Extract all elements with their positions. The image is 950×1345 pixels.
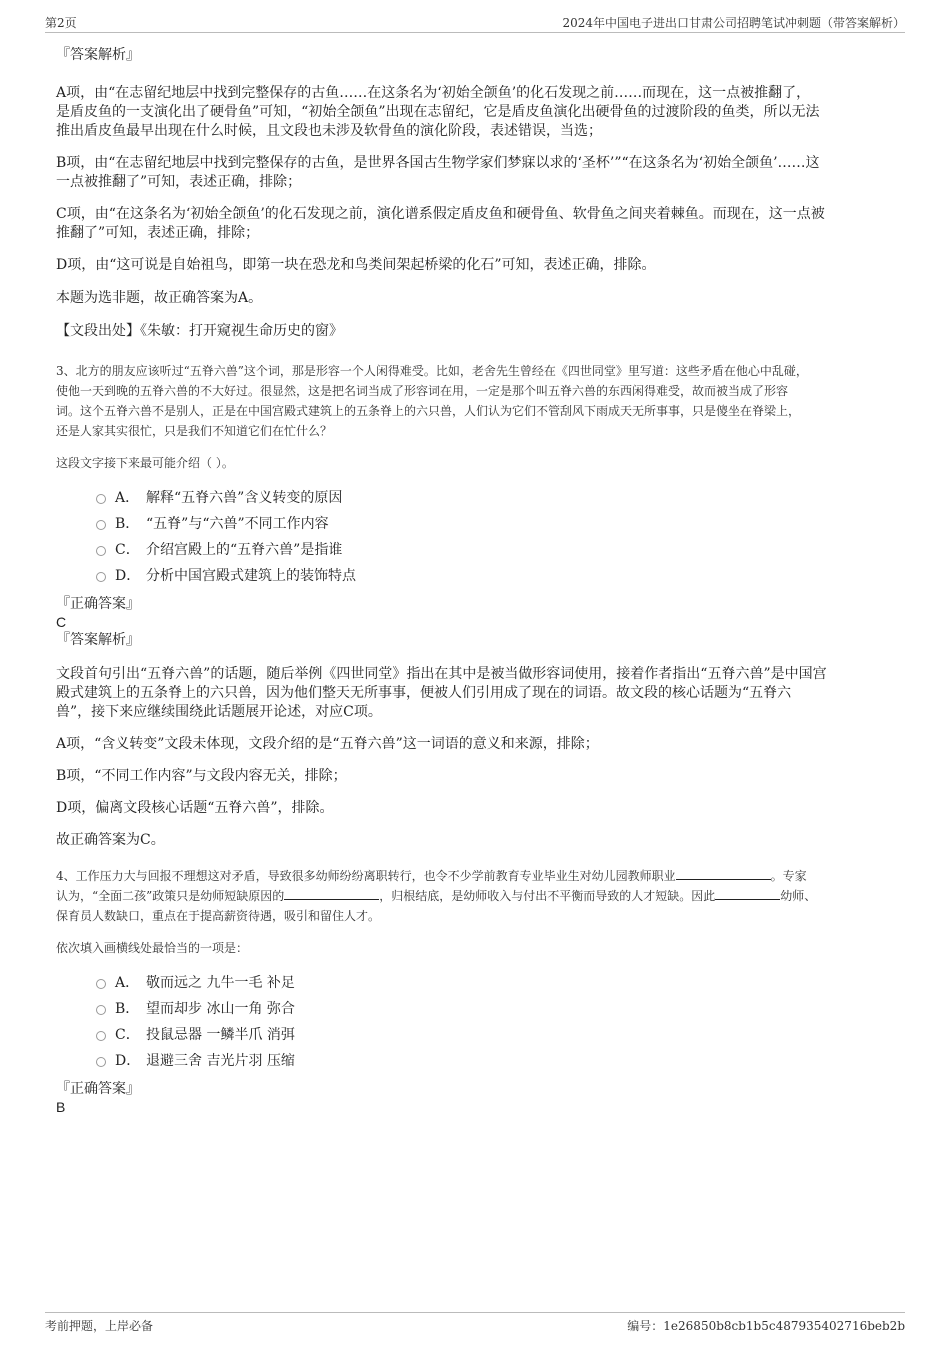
q3-analysis-b: B项，“不同工作内容”与文段内容无关，排除； — [56, 768, 347, 784]
q4-options — [96, 970, 906, 1074]
option-letter: C． — [115, 542, 140, 558]
q4-correct-answer: B — [56, 1099, 66, 1115]
q4-stem-text: 4、工作压力大与回报不理想这对矛盾，导致很多幼师纷纷离职转行，也令不少学前教育专业毕业生对幼儿园教师职业 — [56, 869, 676, 883]
radio-icon[interactable] — [96, 979, 106, 989]
q2-analysis-a-line: A项，由“在志留纪地层中找到完整保存的古鱼……在这条名为‘初始全颌鱼’的化石发现之前……而现在，这一点被推翻了， — [56, 85, 811, 101]
option-letter: A． — [115, 975, 140, 991]
fill-blank — [284, 887, 379, 900]
q3-question: 这段文字接下来最可能介绍（ ）。 — [56, 456, 234, 470]
q2-analysis-c-line: 推翻了”可知，表述正确，排除； — [56, 225, 260, 241]
q4-stem-line — [56, 886, 906, 906]
q3-options — [96, 485, 906, 589]
q4-option-b[interactable] — [96, 996, 906, 1022]
q2-analysis-label: 『答案解析』 — [56, 47, 140, 63]
radio-icon[interactable] — [96, 1005, 106, 1015]
page-footer — [45, 1312, 905, 1334]
q3-analysis-a: A项，“含义转变”文段未体现，文段介绍的是“五脊六兽”这一词语的意义和来源，排除； — [56, 736, 599, 752]
q2-analysis-a — [56, 84, 906, 141]
document-id: 编号：1e26850b8cb1b5c487935402716beb2b — [627, 1319, 905, 1333]
option-letter: B． — [115, 1001, 140, 1017]
q4-option-d[interactable] — [96, 1048, 906, 1074]
q3-option-d[interactable] — [96, 563, 906, 589]
q4-option-a[interactable] — [96, 970, 906, 996]
q3-stem-line: 使他一天到晚的五脊六兽的不大好过。很显然，这是把名词当成了形容词在用，一定是那个叫五脊六兽的东西闲得难受，故而被当成了形容 — [56, 384, 789, 398]
q3-option-b[interactable] — [96, 511, 906, 537]
page-header — [45, 14, 905, 33]
q4-question: 依次填入画横线处最恰当的一项是： — [56, 941, 249, 955]
fill-blank — [676, 867, 771, 880]
option-text: 分析中国宫殿式建筑上的装饰特点 — [146, 568, 356, 584]
q3-correct-answer: C — [56, 614, 67, 630]
q2-source: 【文段出处】《朱敏：打开窥视生命历史的窗》 — [56, 323, 343, 339]
option-text: 解释“五脊六兽”含义转变的原因 — [146, 490, 343, 506]
q4-stem-text: ，归根结底，是幼师收入与付出不平衡而导致的人才短缺。因此 — [379, 889, 716, 903]
q3-analysis — [56, 665, 906, 722]
q2-analysis-a-line: 推出盾皮鱼最早出现在什么时候，且文段也未涉及软骨鱼的演化阶段，表述错误，当选； — [56, 123, 602, 139]
option-text: 望而却步 冰山一角 弥合 — [146, 1001, 295, 1017]
radio-icon[interactable] — [96, 520, 106, 530]
option-text: 介绍宫殿上的“五脊六兽”是指谁 — [146, 542, 343, 558]
q4-stem-line: 保育员人数缺口，重点在于提高薪资待遇，吸引和留住人才。 — [56, 909, 381, 923]
q3-analysis-line: 文段首句引出“五脊六兽”的话题，随后举例《四世同堂》指出在其中是被当做形容词使用，接着作者指出“五脊六兽”是中国宫 — [56, 666, 827, 682]
q3-stem-line: 还是人家其实很忙，只是我们不知道它们在忙什么？ — [56, 424, 333, 438]
page-number: 第2页 — [45, 16, 77, 30]
q2-analysis-c-line: C项，由“在这条名为‘初始全颌鱼’的化石发现之前，演化谱系假定盾皮鱼和硬骨鱼、软骨鱼之间夹着棘鱼。而现在，这一点被 — [56, 206, 825, 222]
q3-analysis-d: D项，偏离文段核心话题“五脊六兽”，排除。 — [56, 800, 334, 816]
q4-option-c[interactable] — [96, 1022, 906, 1048]
q4-stem-text: 幼师、 — [780, 889, 817, 903]
q4-correct-label: 『正确答案』 — [56, 1081, 140, 1097]
radio-icon[interactable] — [96, 572, 106, 582]
option-letter: D． — [115, 1053, 141, 1069]
q3-conclusion: 故正确答案为C。 — [56, 832, 165, 848]
radio-icon[interactable] — [96, 546, 106, 556]
option-text: 敬而远之 九牛一毛 补足 — [146, 975, 295, 991]
q3-analysis-line: 殿式建筑上的五条脊上的六只兽，因为他们整天无所事事，便被人们引用成了现在的词语。故文段的核心话题为“五脊六 — [56, 685, 792, 701]
radio-icon[interactable] — [96, 1057, 106, 1067]
q3-option-a[interactable] — [96, 485, 906, 511]
q2-analysis-b-line: 一点被推翻了”可知，表述正确，排除； — [56, 174, 302, 190]
fill-blank — [715, 887, 780, 900]
option-letter: C． — [115, 1027, 140, 1043]
radio-icon[interactable] — [96, 494, 106, 504]
q3-stem-line: 3、北方的朋友应该听过“五脊六兽”这个词，那是形容一个人闲得难受。比如，老舍先生曾经在《四世同堂》里写道：这些矛盾在他心中乱碰， — [56, 364, 808, 378]
q4-stem-text: 认为，“全面二孩”政策只是幼师短缺原因的 — [56, 889, 285, 903]
document-title: 2024年中国电子进出口甘肃公司招聘笔试冲刺题（带答案解析） — [562, 16, 905, 30]
option-text: 投鼠忌器 一鳞半爪 消弭 — [146, 1027, 295, 1043]
q4-stem-line — [56, 866, 906, 886]
radio-icon[interactable] — [96, 1031, 106, 1041]
q4-stem-text: 。专家 — [770, 869, 807, 883]
q2-analysis-c — [56, 205, 906, 243]
q2-analysis-b — [56, 154, 906, 192]
option-letter: B． — [115, 516, 140, 532]
q3-analysis-line: 兽”，接下来应继续围绕此话题展开论述，对应C项。 — [56, 704, 382, 720]
option-text: 退避三舍 吉光片羽 压缩 — [146, 1053, 295, 1069]
q3-correct-label: 『正确答案』 — [56, 596, 140, 612]
q2-analysis-d: D项，由“这可说是自始祖鸟，即第一块在恐龙和鸟类间架起桥梁的化石”可知，表述正确，排除。 — [56, 257, 656, 273]
q3-analysis-label: 『答案解析』 — [56, 632, 140, 648]
q2-analysis-a-line: 是盾皮鱼的一支演化出了硬骨鱼”可知，“初始全颌鱼”出现在志留纪，它是盾皮鱼演化出硬骨鱼的过渡阶段的鱼类，所以无法 — [56, 104, 820, 120]
page-content — [56, 46, 906, 1116]
q3-option-c[interactable] — [96, 537, 906, 563]
option-letter: D． — [115, 568, 141, 584]
footer-slogan: 考前押题，上岸必备 — [45, 1319, 154, 1333]
q3-stem-line: 词。这个五脊六兽不是别人，正是在中国宫殿式建筑上的五条脊上的六只兽，人们认为它们不管刮风下雨成天无所事事，只是傻坐在脊梁上， — [56, 404, 801, 418]
option-text: “五脊”与“六兽”不同工作内容 — [146, 516, 329, 532]
q3-stem — [56, 361, 906, 441]
q4-stem — [56, 866, 906, 926]
q2-analysis-b-line: B项，由“在志留纪地层中找到完整保存的古鱼，是世界各国古生物学家们梦寐以求的‘圣杯’”“在这条名为‘初始全颌鱼’……这 — [56, 155, 820, 171]
option-letter: A． — [115, 490, 140, 506]
q2-conclusion: 本题为选非题，故正确答案为A。 — [56, 290, 263, 306]
